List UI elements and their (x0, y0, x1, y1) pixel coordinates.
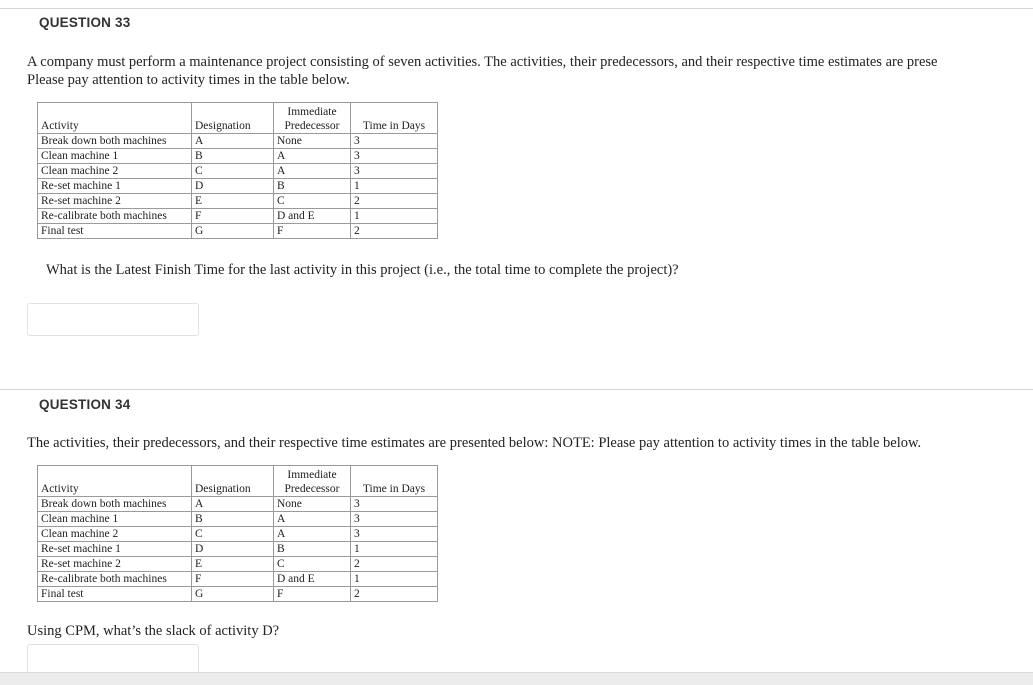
cell-activity: Re-calibrate both machines (38, 209, 192, 224)
table-row (38, 149, 438, 164)
question-34-intro: The activities, their predecessors, and their respective time estimates are presented below: NOTE: Please pay attention to activity times in the table below. (27, 435, 922, 451)
question-34-prompt: Using CPM, what’s the slack of activity D? (27, 623, 280, 639)
cell-designation: F (192, 572, 274, 587)
cell-activity: Re-calibrate both machines (38, 572, 192, 587)
cell-time: 2 (351, 194, 438, 209)
cell-activity: Break down both machines (38, 134, 192, 149)
cell-predecessor: D and E (274, 572, 351, 587)
question-34-header: QUESTION 34 (39, 397, 131, 412)
cell-time: 3 (351, 134, 438, 149)
table-body (38, 134, 438, 239)
cell-designation: D (192, 542, 274, 557)
cell-activity: Final test (38, 587, 192, 602)
table-row (38, 572, 438, 587)
cell-activity: Re-set machine 2 (38, 194, 192, 209)
cell-designation: C (192, 527, 274, 542)
table-header-row (38, 466, 438, 497)
cell-designation: C (192, 164, 274, 179)
question-33-top-rule (0, 8, 1033, 9)
cell-predecessor: None (274, 497, 351, 512)
table-row (38, 512, 438, 527)
cell-predecessor: A (274, 149, 351, 164)
cell-predecessor: A (274, 512, 351, 527)
cell-predecessor: F (274, 224, 351, 239)
header-predecessor-line1: Immediate (287, 106, 337, 118)
table-row (38, 557, 438, 572)
cell-time: 3 (351, 164, 438, 179)
cell-predecessor: B (274, 542, 351, 557)
cell-predecessor: B (274, 179, 351, 194)
activity-table-q33 (37, 102, 438, 239)
header-predecessor-line2: Predecessor (284, 483, 340, 495)
question-33-header: QUESTION 33 (39, 15, 131, 30)
cell-activity: Final test (38, 224, 192, 239)
table-row (38, 134, 438, 149)
table-row (38, 179, 438, 194)
cell-activity: Re-set machine 2 (38, 557, 192, 572)
question-33-intro-line2: Please pay attention to activity times in the table below. (27, 72, 350, 88)
table-row (38, 164, 438, 179)
cell-predecessor: A (274, 527, 351, 542)
cell-time: 1 (351, 179, 438, 194)
cell-activity: Clean machine 2 (38, 527, 192, 542)
table-row (38, 194, 438, 209)
table-row (38, 209, 438, 224)
cell-predecessor: C (274, 557, 351, 572)
question-33-prompt: What is the Latest Finish Time for the last activity in this project (i.e., the total time to complete the project)? (46, 262, 679, 278)
cell-time: 2 (351, 587, 438, 602)
question-34-top-rule (0, 389, 1033, 390)
header-predecessor-line1: Immediate (287, 469, 337, 481)
cell-activity: Re-set machine 1 (38, 179, 192, 194)
header-predecessor-line2: Predecessor (284, 120, 340, 132)
cell-designation: F (192, 209, 274, 224)
cell-designation: B (192, 149, 274, 164)
question-33-answer-input[interactable] (27, 303, 199, 336)
cell-activity: Clean machine 1 (38, 512, 192, 527)
cell-activity: Break down both machines (38, 497, 192, 512)
cell-time: 3 (351, 527, 438, 542)
table-row (38, 587, 438, 602)
cell-activity: Clean machine 1 (38, 149, 192, 164)
cell-predecessor: A (274, 164, 351, 179)
bottom-scroll-bar[interactable] (0, 672, 1033, 685)
cell-designation: E (192, 557, 274, 572)
table-header-row (38, 103, 438, 134)
cell-time: 3 (351, 149, 438, 164)
table-row (38, 224, 438, 239)
table-row (38, 497, 438, 512)
table-row (38, 527, 438, 542)
header-activity: Activity (38, 466, 192, 497)
cell-time: 3 (351, 497, 438, 512)
header-time: Time in Days (351, 466, 438, 497)
question-33-intro-line1: A company must perform a maintenance project consisting of seven activities. The activities, their predecessors, and their respective time estimates are prese (27, 54, 938, 70)
cell-time: 2 (351, 557, 438, 572)
cell-designation: D (192, 179, 274, 194)
cell-designation: E (192, 194, 274, 209)
cell-time: 1 (351, 209, 438, 224)
cell-time: 1 (351, 542, 438, 557)
table-row (38, 542, 438, 557)
cell-time: 1 (351, 572, 438, 587)
cell-designation: G (192, 587, 274, 602)
cell-designation: A (192, 497, 274, 512)
cell-predecessor: C (274, 194, 351, 209)
cell-activity: Re-set machine 1 (38, 542, 192, 557)
cell-designation: B (192, 512, 274, 527)
cell-time: 2 (351, 224, 438, 239)
table-body (38, 497, 438, 602)
header-predecessor (274, 466, 351, 497)
cell-predecessor: None (274, 134, 351, 149)
header-time: Time in Days (351, 103, 438, 134)
cell-predecessor: D and E (274, 209, 351, 224)
cell-designation: A (192, 134, 274, 149)
cell-predecessor: F (274, 587, 351, 602)
cell-activity: Clean machine 2 (38, 164, 192, 179)
activity-table-q34 (37, 465, 438, 602)
cell-designation: G (192, 224, 274, 239)
header-designation: Designation (192, 103, 274, 134)
cell-time: 3 (351, 512, 438, 527)
header-predecessor (274, 103, 351, 134)
header-designation: Designation (192, 466, 274, 497)
header-activity: Activity (38, 103, 192, 134)
